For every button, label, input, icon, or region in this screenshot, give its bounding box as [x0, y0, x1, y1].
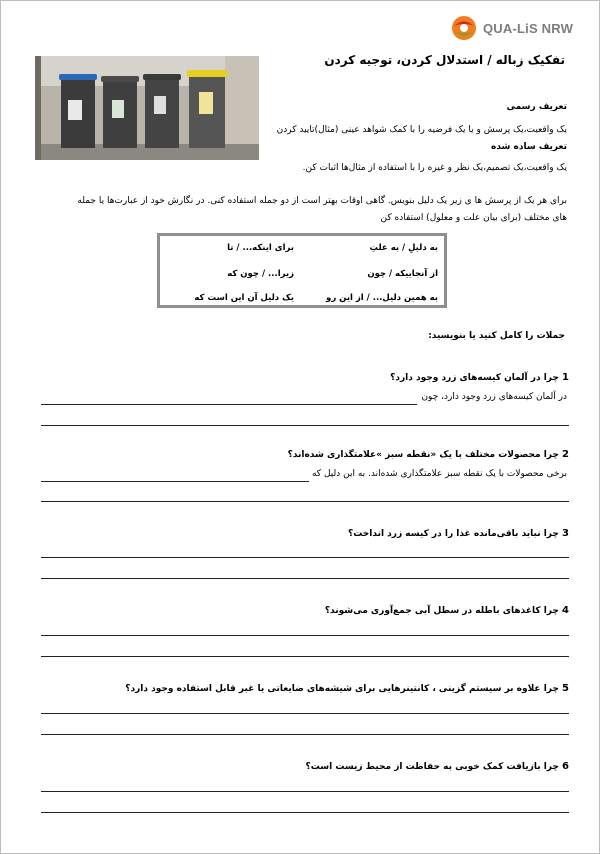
phrase-item: زیرا... / چون که [227, 269, 294, 279]
formal-definition-heading: تعریف رسمی [506, 102, 567, 112]
question-text: چرا در آلمان کیسه‌های زرد وجود دارد؟ [390, 373, 559, 383]
question-4 [325, 605, 569, 616]
simple-definition-text: یک واقعیت،یک تصمیم،یک نظر و غیره را با استفاده از مثال‌ها اثبات کن. [302, 163, 567, 173]
connector-phrases-box [157, 233, 447, 308]
question-text: چرا کاغذهای باطله در سطل آبی جمع‌آوری می‌شوند؟ [324, 606, 559, 616]
answer-line[interactable] [41, 635, 569, 636]
answer-line[interactable] [41, 425, 569, 426]
question-text: چرا محصولات مختلف با یک «نقطه سبز »علامتگذاری شده‌اند؟ [287, 450, 559, 460]
question-1 [390, 372, 569, 383]
question-number: 6 [562, 761, 569, 772]
phrase-item: از آنجاییکه / چون [367, 269, 438, 279]
complete-sentences-heading: جملات را کامل کنید یا بنویسید: [428, 331, 565, 341]
question-number: 1 [562, 372, 569, 383]
worksheet-title: تفکیک زباله / استدلال کردن، توجیه کردن [324, 53, 565, 67]
question-text: چرا علاوه بر سیستم گزینی ، کانتینرهایی برای شیشه‌های ضایعاتی یا غیر قابل استفاده وجود دارد؟ [125, 684, 559, 694]
question-text: چرا بازیافت کمک خوبی به حفاظت از محیط زیست است؟ [305, 762, 559, 772]
answer-line[interactable] [41, 557, 569, 558]
answer-line[interactable] [41, 812, 569, 813]
question-text: چرا نباید باقی‌مانده غذا را در کیسه زرد انداخت؟ [348, 529, 559, 539]
answer-line[interactable] [41, 734, 569, 735]
waste-bins-photo [35, 56, 259, 160]
question-number: 5 [562, 683, 569, 694]
question-number: 3 [562, 528, 569, 539]
qualis-logo [451, 15, 591, 45]
logo-swirl-icon [451, 15, 477, 41]
phrase-item: به دلیلِ / به علتِ [369, 243, 438, 253]
question-number: 2 [562, 449, 569, 460]
answer-line[interactable] [41, 578, 569, 579]
instructions-text: برای هر یک از پرسش ها ی زیر یک دلیل بنویس. گاهی اوقات بهتر است از دو جمله استفاده کنی. در نگارش خود از عبارت‌ها یا جمله های مختلف (برای بیان علت و معلول) استفاده کن [77, 196, 567, 223]
answer-line[interactable] [41, 404, 417, 405]
simple-definition-heading: تعریف ساده شده [491, 142, 567, 152]
phrase-item: یک دلیل آن این است که [194, 293, 294, 303]
answer-line[interactable] [41, 656, 569, 657]
question-2-starter: برخی محصولات با یک نقطه سبز علامتگذاری شده‌اند. به این دلیل که [311, 469, 567, 479]
logo-text: QUA-LiS NRW [483, 21, 574, 36]
answer-line[interactable] [41, 481, 309, 482]
answer-line[interactable] [41, 501, 569, 502]
question-6 [306, 761, 569, 772]
phrase-item: برای اینکه... / تا [227, 243, 294, 253]
answer-line[interactable] [41, 713, 569, 714]
phrase-item: به همین دلیل... / از این رو [326, 293, 438, 303]
question-1-starter: در آلمان کیسه‌های زرد وجود دارد، چون [421, 392, 567, 402]
question-5 [125, 683, 569, 694]
question-3 [348, 528, 569, 539]
question-2 [288, 449, 569, 460]
formal-definition-text: یک واقعیت،یک پرسش و یا یک فرضیه را با کمک شواهد عینی (مثال)تایید کردن [276, 125, 567, 135]
answer-line[interactable] [41, 791, 569, 792]
question-number: 4 [562, 605, 569, 616]
